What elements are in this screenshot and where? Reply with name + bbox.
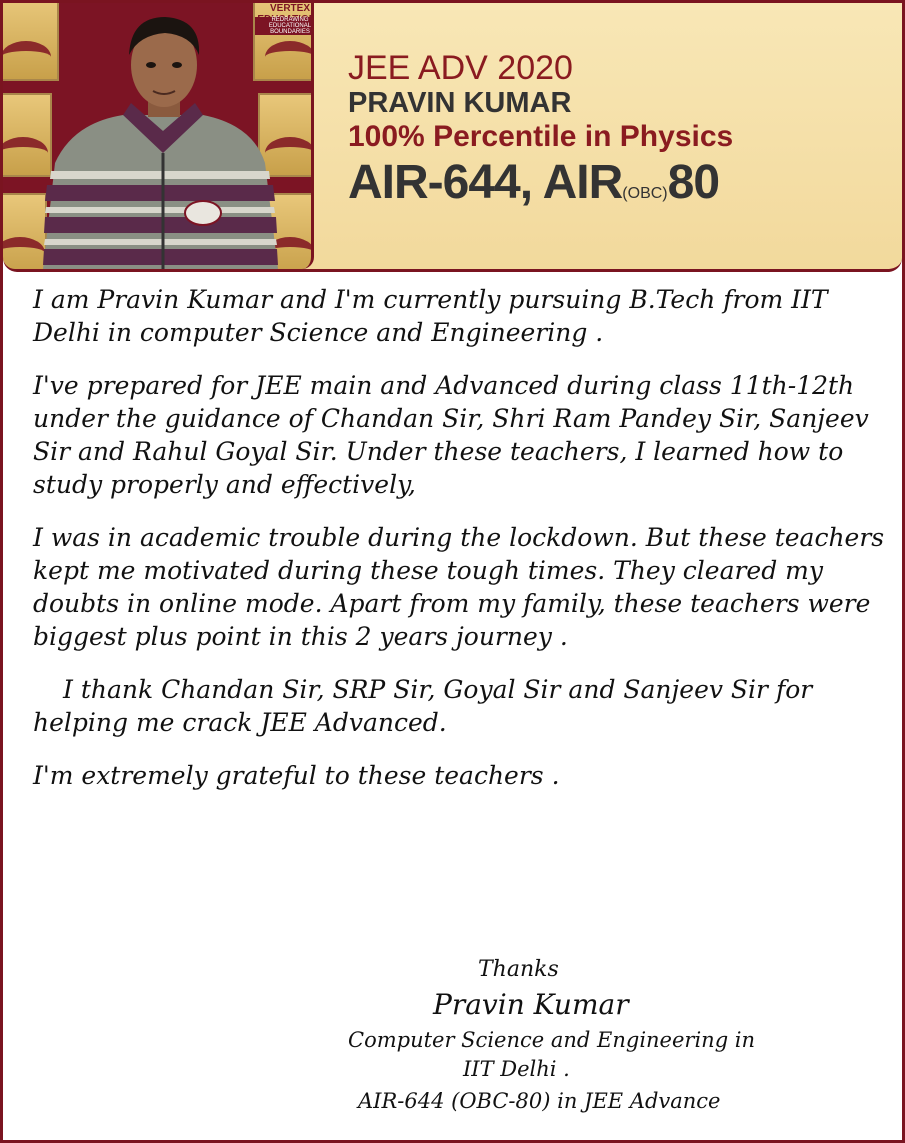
percentile-text: 100% Percentile in Physics xyxy=(348,120,734,153)
handwritten-letter xyxy=(33,283,893,812)
student-name: PRAVIN KUMAR xyxy=(348,87,572,119)
closing-text: Thanks xyxy=(478,957,559,982)
brand-tagline: REDRAWING EDUCATIONAL BOUNDARIES xyxy=(255,17,314,35)
student-portrait xyxy=(3,3,311,269)
letter-paragraph: I am Pravin Kumar and I'm currently pursuing B.Tech from IIT Delhi in computer Science and Engineering . xyxy=(33,285,828,347)
rank-prefix: AIR-644, AIR xyxy=(348,156,623,209)
rank-text xyxy=(348,155,888,222)
rank-category-value: 80 xyxy=(667,156,720,209)
exam-title: JEE ADV 2020 xyxy=(348,49,573,87)
institute-text: IIT Delhi . xyxy=(463,1057,570,1081)
header-banner xyxy=(3,3,902,272)
letter-paragraph: I was in academic trouble during the lockdown. But these teachers kept me motivated during these tough times. They cleared my doubts in online mode. Apart from my family, these teachers were biggest plus point in this 2 years journey . xyxy=(33,523,885,651)
rank-line: AIR-644 (OBC-80) in JEE Advance xyxy=(358,1089,721,1113)
signature: Pravin Kumar xyxy=(433,988,629,1021)
student-photo xyxy=(3,3,314,269)
rank-category: (OBC) xyxy=(622,185,668,202)
letter-paragraph: I thank Chandan Sir, SRP Sir, Goyal Sir and Sanjeev Sir for helping me crack JEE Advanced. xyxy=(33,675,813,737)
letter-paragraph: I'm extremely grateful to these teachers . xyxy=(33,761,560,790)
course-text: Computer Science and Engineering in xyxy=(348,1028,756,1052)
letter-paragraph: I've prepared for JEE main and Advanced during class 11th-12th under the guidance of Chandan Sir, Shri Ram Pandey Sir, Sanjeev Sir and Rahul Goyal Sir. Under these teachers, I learned how to study properly and effectively, xyxy=(33,371,869,499)
achievement-info xyxy=(348,49,888,222)
brand-tile-text: VERTEX xyxy=(269,3,310,14)
letter-signoff xyxy=(303,955,893,1119)
